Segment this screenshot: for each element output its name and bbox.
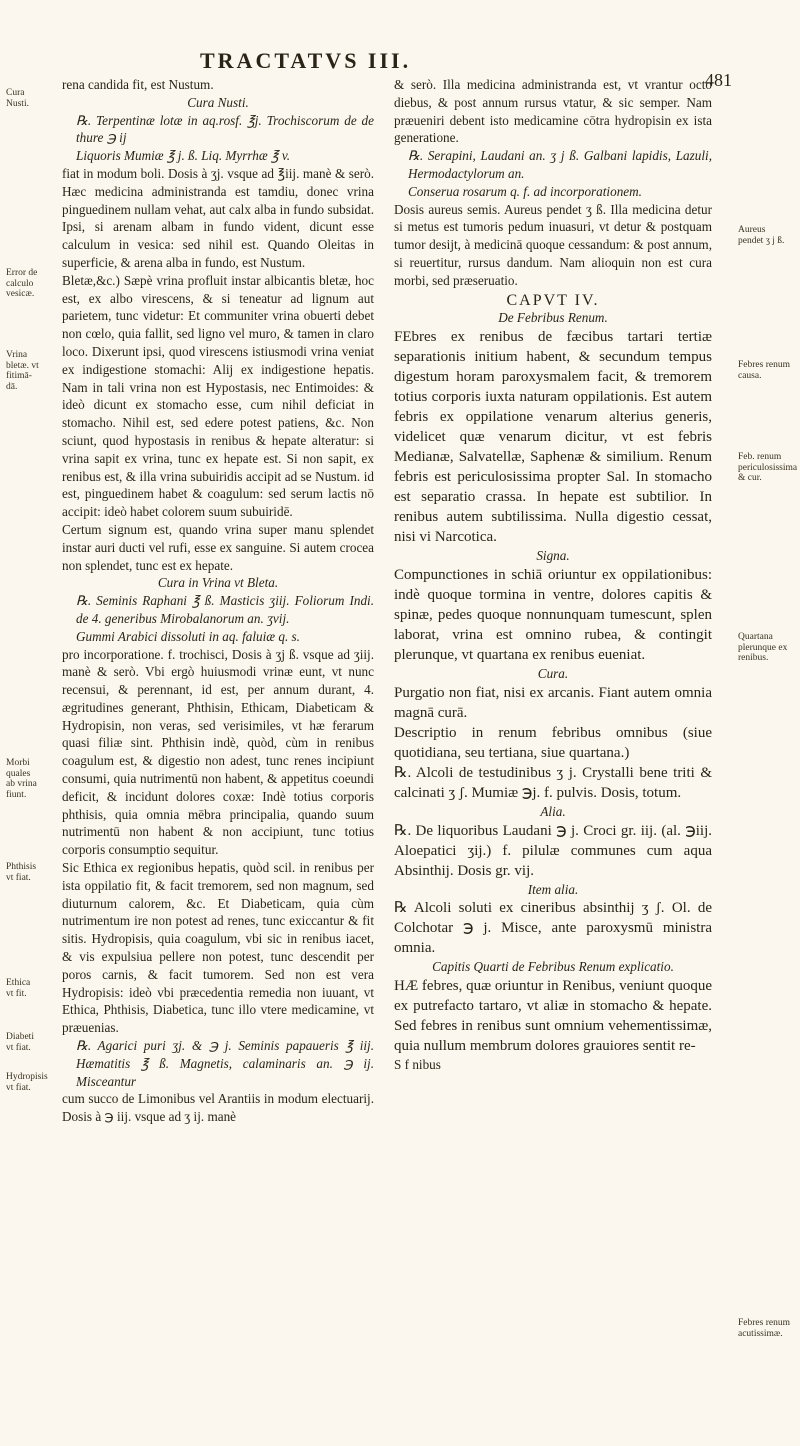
paragraph: Alia. xyxy=(540,803,566,819)
running-head: TRACTATVS III. xyxy=(200,48,412,73)
paragraph: Cura. xyxy=(537,665,569,681)
margin-note: Hydropisis vt fiat. xyxy=(6,1072,48,1093)
paragraph: FEbres ex renibus de fæcibus tartari tertiæ separationis initium habent, & secundum tempus digestum horam paroxysmalem facit, & tremorem totius corporis iuxta naturam oppilationis. Est autem febris ex oppilatione venarum alterius generis, videlicet quæ venarum dicitur, vt est febris Medianæ, Salvatellæ, Saphenæ & similium. Renum febris est periculosissima propter Sal. In stomacho est separatio crassa. In hepate est subtilior. In renibus autem subtilissima. Nulla digestio cessat, nisi vi Narcotica. xyxy=(394,329,712,546)
paragraph: fiat in modum boli. Dosis à ʒj. vsque ad ℥iij. manè & serò. Hæc medicina administranda est tamdiu, donec vrina pinguedinem nullam vehat, aut calx alba in fundo subsidat. Ipsi, si arenam albam in fundo vident, dicunt esse calculum in vesica: sed nihil est. Quando Oleitas in superficie, & arena alba in fundo, est Nustum. xyxy=(62,165,374,270)
left-column xyxy=(62,76,374,1126)
margin-note: Diabeti vt fiat. xyxy=(6,1032,34,1053)
paragraph: Sic Ethica ex regionibus hepatis, quòd scil. in renibus per ista oppilatio fit, & facit tremorem, sed non magnum, sed diuturnum calorem, &c. Et Diabeticam, quia cùm nutrimentum ire non potest ad renes, tunc exiccantur & fit sitis. Hydropisis, quia coagulum, vbi sic in renibus iacet, & vis expulsiua pellere non potest, tunc descendit per poros carnis, & facit tumorem. Sed non est vera Hydropisis: ideò vbi præcedentia remedia non iuuant, vt Ethica, Phthisis, Diabetica, tunc illo vtere medicamine, vt præuenias. xyxy=(62,860,374,1036)
paragraph: Liquoris Mumiæ ℥ j. ß. Liq. Myrrhæ ℥ v. xyxy=(76,148,291,164)
paragraph: HÆ febres, quæ oriuntur in Renibus, veniunt quoque ex putrefacto tartaro, vt aliæ in stomacho & hepate. Sed febres in renibus sunt omnium vehementissimæ, quia nullum membrum dolores grauiores sentit re- xyxy=(394,978,712,1055)
page-number: 481 xyxy=(705,70,732,90)
paragraph: Cura in Vrina vt Bleta. xyxy=(157,575,279,591)
paragraph: Item alia. xyxy=(527,881,579,897)
paragraph: Conserua rosarum q. f. ad incorporationem. xyxy=(408,183,642,199)
paragraph: ℞. Serapini, Laudani an. ʒ j ß. Galbani lapidis, Lazuli, Hermodactylorum an. xyxy=(408,148,712,181)
paragraph: ℞. Alcoli de testudinibus ʒ j. Crystalli bene triti & calcinati ʒ ʃ. Mumiæ ℈j. f. pulvis. Dosis, totum. xyxy=(394,764,712,801)
paragraph: ℞. Agarici puri ʒj. & ℈ j. Seminis papaueris ℥ iij. Hæmatitis ℥ ß. Magnetis, calaminaris an. ℈ ij. Misceantur xyxy=(76,1038,374,1089)
margin-note: Febres renum acutissimæ. xyxy=(738,1318,790,1339)
margin-note: Ethica vt fit. xyxy=(6,978,31,999)
margin-note: Phthisis vt fiat. xyxy=(6,862,37,883)
paragraph: ℞. Terpentinæ lotæ in aq.rosf. ℥j. Trochiscorum de de thure ℈ ij xyxy=(76,112,374,146)
margin-note: Aureus pendet ʒ j ß. xyxy=(738,225,785,246)
paragraph: ℞. Seminis Raphani ℥ ß. Masticis ʒiij. Foliorum Indi. de 4. generibus Mirobalanorum an. ʒvij. xyxy=(76,593,374,626)
paragraph: Certum signum est, quando vrina super manu splendet instar auri ducti vel rufi, esse ex sanguine. Si autem crocea non splendet, tunc est ex hepate. xyxy=(62,521,374,573)
paragraph: Gummi Arabici dissoluti in aq. faluiæ q. s. xyxy=(76,628,300,644)
paragraph: Bletæ,&c.) Sæpè vrina profluit instar albicantis bletæ, hoc est, ex albo virescens, & si teneatur ad lignum aut parietem, tunc videtur: Et communiter vrina obuerti debet non cœlo, quia fallit, sed ligno vel muro, & tamen in claro loco. Dixerunt ipsi, quod virescens istiusmodi vrina veniat ex indigestione stomachi: Alij ex indigestione hepatis. Nam in tali vrina non est Hypostasis, nec Entimoides: & ideò dicunt ex stomacho esse, cum nihil deficiat in stomacho. Nihil est, sed edere potest patiens, &c. Non sciunt, quod hypostasis in renibus & hepate alteratur: si vrina sapit ex vrina, tunc ex hepate est. Si non sapit, ex renibus est, & illa vrina subuiridis accipit ad se Nustum. id est, pinguedinem habet & coagulum: sed serum lactis nō accipit: ideò habet colorem suum subuiridē. xyxy=(62,272,374,520)
paragraph: Cura Nusti. xyxy=(187,94,249,110)
paragraph: cum succo de Limonibus vel Arantiis in modum electuarij. Dosis à ℈ iij. vsque ad ʒ ij. manè xyxy=(62,1091,374,1125)
paragraph: De Febribus Renum. xyxy=(498,310,608,326)
paragraph: pro incorporatione. f. trochisci, Dosis à ʒj ß. vsque ad ʒiij. manè & serò. Vbi ergò huiusmodi vrinæ eunt, vt nunc recensui, & perennant, id est, per annum durant, 4. ægritudines generant, Phthisin, Ethicam, Diabeticam & Hydropisin, non veras, sed verisimiles, vt hæ ferarum quasi filiæ sint. Phthisin indè, quòd, cùm in renibus coagulum est, & digestio non adest, tunc renes incipiunt consumi, quia nutrimentū non habent, & appetitus coeundi deficit, & incidunt dolores coxæ: Indè totius corporis phthisis, quia omnia mēbra principalia, quando suum nutrimentū non habent & non accipiunt, tunc totius corporis consumptio sequitur. xyxy=(62,646,374,858)
paragraph: Purgatio non fiat, nisi ex arcanis. Fiant autem omnia magnā curā. xyxy=(394,684,712,721)
paragraph: Dosis aureus semis. Aureus pendet ʒ ß. Illa medicina detur si metus est tumoris pedum inuasuri, vt detur & postquam tumor desijt, à medicinā quoque cessandum: & post annum, si reuertitur, rursus dandum. Nam alioquin non est cura morbi, sed præseruatio. xyxy=(394,201,712,288)
margin-note: Vrina bletæ. vt fitimā-dā. xyxy=(6,350,39,392)
paragraph: Capitis Quarti de Febribus Renum explicatio. xyxy=(432,959,674,975)
margin-note: Error de calculo vesicæ. xyxy=(6,268,38,299)
paragraph: Compunctiones in schiā oriuntur ex oppilationibus: indè quoque tormina in ventre, dolores capitis & spinæ, pedes quoque nonnunquam tumescunt, splen laborat, vrina est omnino rubea, & contingit plerunque, vt quartana ex renibus eueniat. xyxy=(394,566,712,663)
paragraph: S f nibus xyxy=(394,1057,441,1073)
paragraph: rena candida fit, est Nustum. xyxy=(62,77,214,92)
paragraph: Signa. xyxy=(536,548,570,564)
margin-note: Cura Nusti. xyxy=(6,88,29,109)
paragraph: ℞ Alcoli soluti ex cineribus absinthij ʒ ʃ. Ol. de Colchotar ℈ j. Misce, ante paroxysmū ministra omnia. xyxy=(394,900,712,957)
paragraph: ℞. De liquoribus Laudani ℈ j. Croci gr. iij. (al. ℈iij. Aloepatici ʒij.) f. pilulæ communes cum aqua Absinthij. Dosis gr. vij. xyxy=(394,822,712,879)
margin-note: Feb. renum periculosissima & cur. xyxy=(738,452,798,483)
right-column xyxy=(394,76,712,1074)
paragraph: CAPVT IV. xyxy=(506,291,600,309)
margin-note: Morbi quales ab vrina fiunt. xyxy=(6,758,37,800)
margin-note: Quartana plerunque ex renibus. xyxy=(738,632,788,663)
paragraph: Descriptio in renum febribus omnibus (siue quotidiana, seu tertiana, siue quartana.) xyxy=(394,724,712,761)
paragraph: & serò. Illa medicina administranda est, vt vrantur octo diebus, & post annum rursus vtatur, & sic semper. Nam præueniri debent isto medicamine cōtra hydropisin ex ista generatione. xyxy=(394,77,712,146)
margin-note: Febres renum causa. xyxy=(738,360,790,381)
